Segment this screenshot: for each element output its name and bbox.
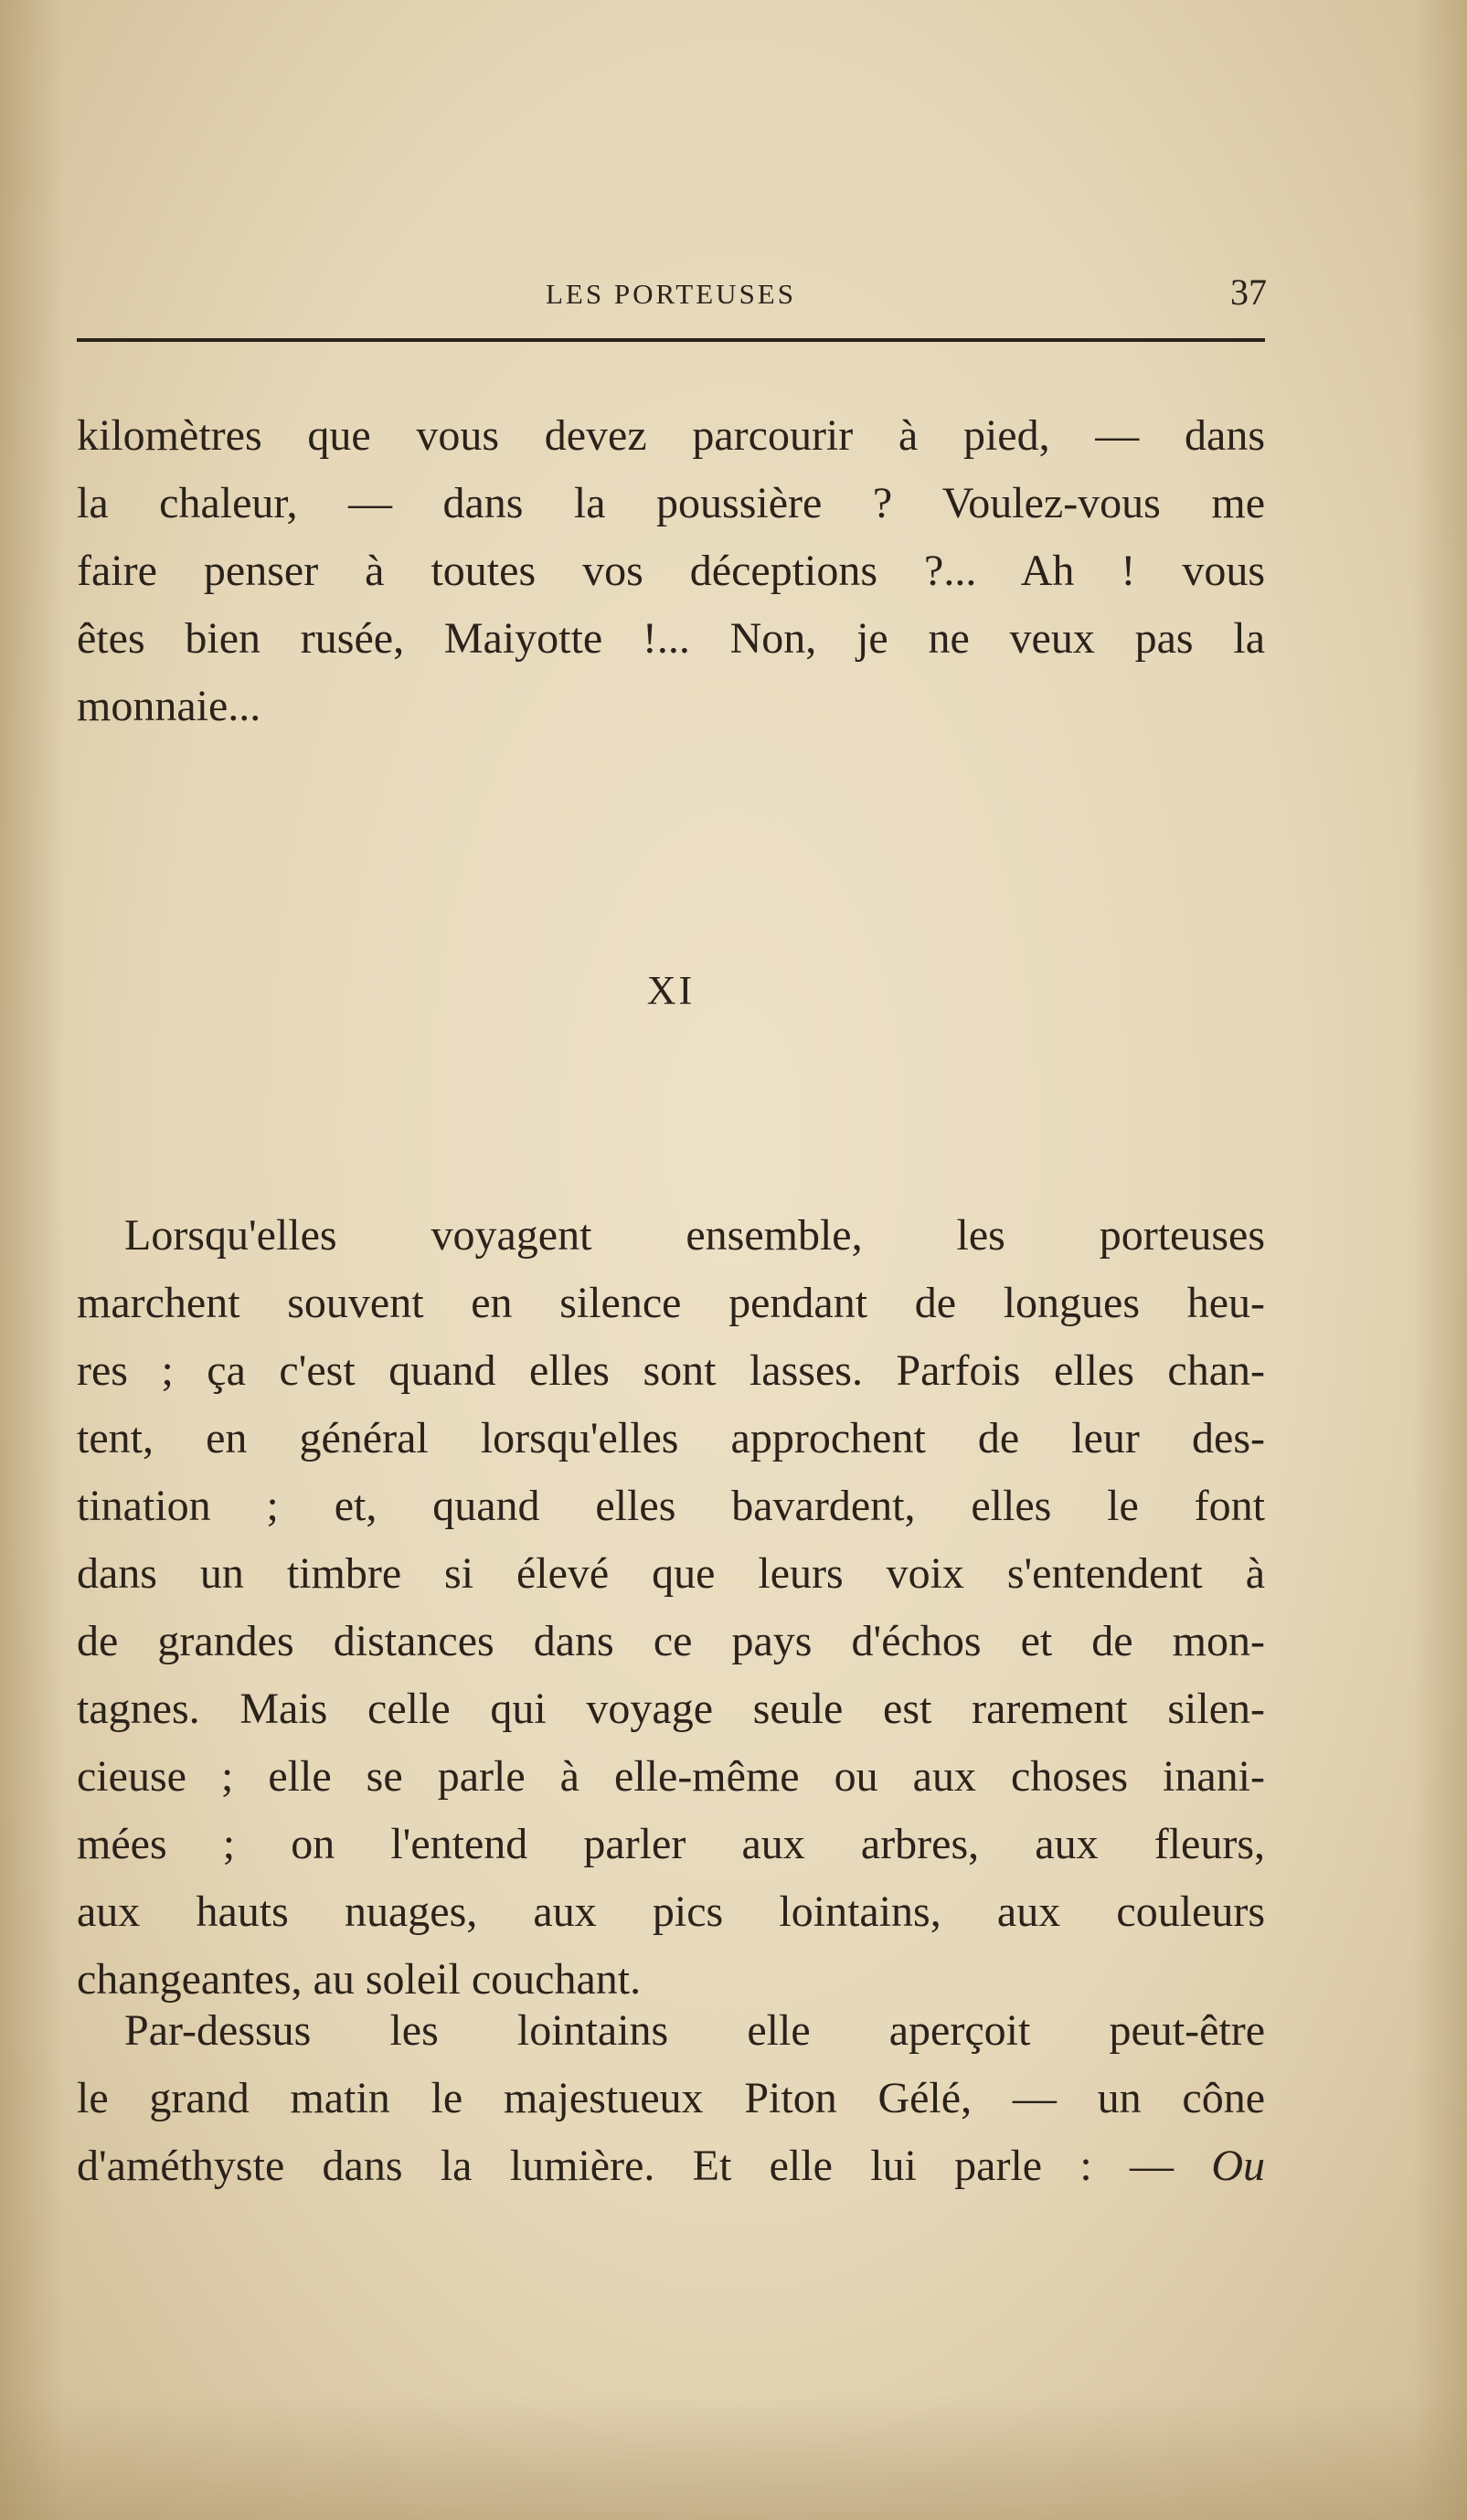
italic-word: Ou: [1211, 2142, 1265, 2190]
paper-stain: [0, 0, 64, 2520]
paragraph: [77, 1997, 1265, 2200]
text-line: Lorsqu'elles voyagent ensemble, les porteuses: [124, 1211, 1265, 1260]
text-line: faire penser à toutes vos déceptions ?... Ah ! vous: [77, 547, 1265, 595]
text-line: la chaleur, — dans la poussière ? Voulez-vous me: [77, 479, 1265, 527]
text-line: mées ; on l'entend parler aux arbres, aux fleurs,: [77, 1820, 1265, 1868]
text-line: tination ; et, quand elles bavardent, elles le font: [77, 1482, 1265, 1530]
text-line: de grandes distances dans ce pays d'échos et de mon-: [77, 1617, 1265, 1665]
text-line: marchent souvent en silence pendant de longues heu-: [77, 1279, 1265, 1327]
text-line: Par-dessus les lointains elle aperçoit peut-être: [124, 2006, 1265, 2055]
text-line: aux hauts nuages, aux pics lointains, aux couleurs: [77, 1887, 1265, 1936]
paragraph: [77, 1202, 1265, 2014]
text-line: le grand matin le majestueux Piton Gélé, — un cône: [77, 2074, 1265, 2122]
text-line: [77, 2132, 1265, 2200]
paper-stain: [0, 2395, 1467, 2520]
running-title: LES PORTEUSES: [546, 278, 796, 310]
text-line: tagnes. Mais celle qui voyage seule est rarement silen-: [77, 1685, 1265, 1733]
text-line: êtes bien rusée, Maiyotte !... Non, je ne veux pas la: [77, 614, 1265, 663]
paragraph-continued: [77, 402, 1265, 740]
header-rule: [77, 338, 1265, 342]
text-line: tent, en général lorsqu'elles approchent de leur des-: [77, 1414, 1265, 1462]
text-line: changeantes, au soleil couchant.: [77, 1955, 642, 2004]
page-header: [77, 271, 1265, 316]
text-line: res ; ça c'est quand elles sont lasses. Parfois elles chan-: [77, 1346, 1265, 1395]
page-number: 37: [1230, 271, 1267, 313]
text-line: monnaie...: [77, 682, 261, 730]
text-line: dans un timbre si élevé que leurs voix s'entendent à: [77, 1549, 1265, 1598]
chapter-heading: XI: [646, 968, 696, 1013]
text-line: cieuse ; elle se parle à elle-même ou aux choses inani-: [77, 1752, 1265, 1801]
paper-stain: [1412, 0, 1467, 2520]
text-line: kilomètres que vous devez parcourir à pied, — dans: [77, 411, 1265, 460]
text-line-content: d'améthyste dans la lumière. Et elle lui parle : —: [77, 2142, 1175, 2190]
